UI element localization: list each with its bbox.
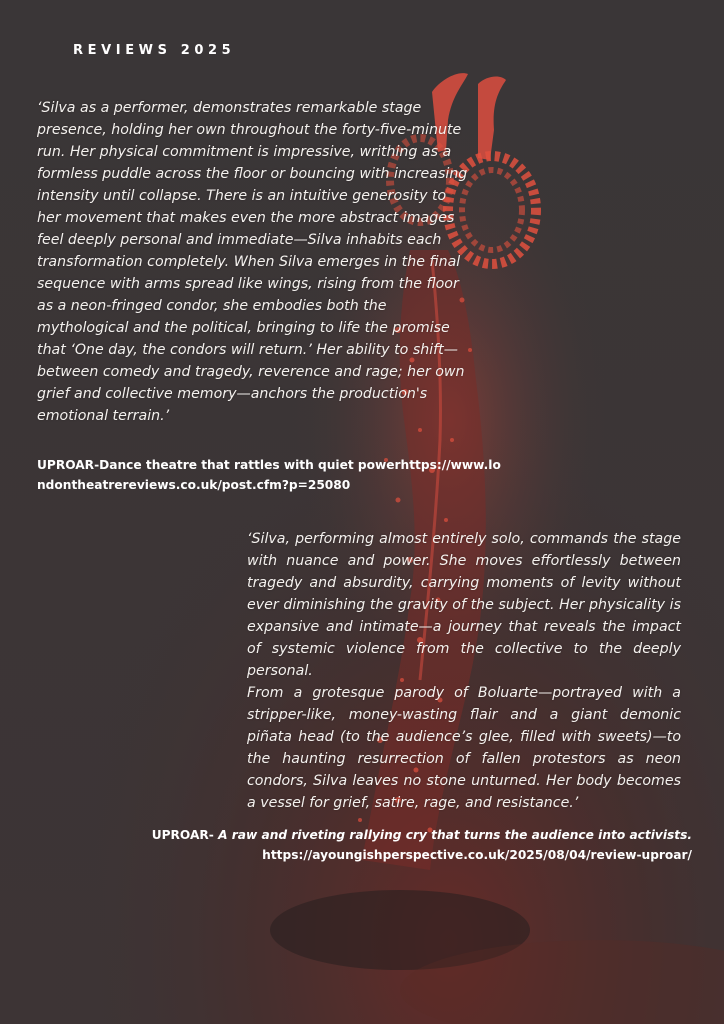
review-quote-2-paragraph-2: From a grotesque parody of Boluarte—portrayed with a stripper-like, money-wasting flair and a giant demonic piñata head (to the audience’s glee, filled with sweets)—to the haunting resurrection of fallen protestors as neon condors, Silva leaves no stone unturned. Her body becomes a vessel for grief, satire, rage, and resistance.’ [247,685,681,811]
review-quote-2 [247,528,681,814]
review-quote-2-paragraph-1: ‘Silva, performing almost entirely solo, commands the stage with nuance and power. She moves effortlessly between tragedy and absurdity, carrying moments of levity without ever diminishing the gravity of the subject. Her physicality is expansive and intimate—a journey that reveals the impact of systemic violence from the collective to the deeply personal. [247,531,681,679]
review-source-1: UPROAR-Dance theatre that rattles with quiet powerhttps://www.londontheatrereviews.co.uk/post.cfm?p=25080 [37,458,501,492]
review-source-2-title [92,825,692,845]
review-source-2-label: UPROAR- [151,828,214,842]
page-heading: REVIEWS 2025 [73,43,236,58]
review-quote-1: ‘Silva as a performer, demonstrates remarkable stage presence, holding her own throughout the forty-five-minute run. Her physical commitment is impressive, writhing as a formless puddle across the floor or bouncing with increasing intensity until collapse. There is an intuitive generosity to her movement that makes even the more abstract images feel deeply personal and immediate—Silva inhabits each transformation completely. When Silva emerges in the final sequence with arms spread like wings, rising from the floor as a neon-fringed condor, she embodies both the mythological and the political, bringing to life the promise that ‘One day, the condors will return.’ Her ability to shift—between comedy and tragedy, reverence and rage; her own grief and collective memory—anchors the production's emotional terrain.’ [37,100,468,424]
review-source-2-url: https://ayoungishperspective.co.uk/2025/08/04/review-uproar/ [262,848,692,862]
review-source-2-tagline: A raw and riveting rallying cry that turns the audience into activists. [218,828,692,842]
review-source-2 [92,825,692,865]
